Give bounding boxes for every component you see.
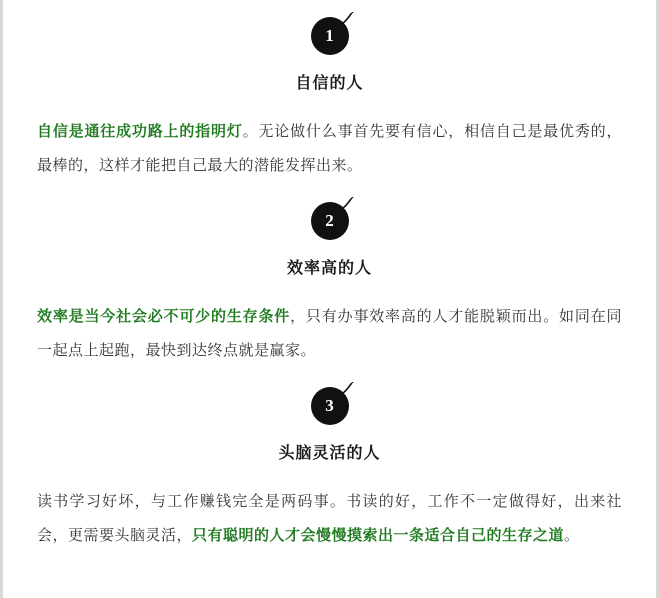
article-body [37,0,622,553]
fuse-icon [342,12,354,24]
section-heading: 效率高的人 [286,260,372,277]
section-highlight: 只有聪明的人才会慢慢摸索出一条适合自己的生存之道 [192,527,565,544]
section-highlight: 自信是通往成功路上的指明灯 [37,123,243,140]
badge-number: 1 [325,26,334,45]
badge-number: 3 [325,396,334,415]
section-paragraph [37,115,622,183]
section-heading: 自信的人 [295,75,364,92]
section-highlight: 效率是当今社会必不可少的生存条件 [37,308,291,325]
fuse-icon [342,197,354,209]
badge-wrap-1 [37,8,622,64]
section-lead-text: 读书学习好坏，与工作赚钱完全是两码事。书读的好，工作不一定做得好，出来社会，更需要头脑灵活， [37,493,622,544]
number-badge [311,17,349,55]
section-text: 。 [564,527,580,544]
section-2 [37,193,622,368]
section-1 [37,8,622,183]
number-badge [311,202,349,240]
section-paragraph [37,300,622,368]
section-paragraph [37,485,622,553]
number-badge [311,387,349,425]
section-3 [37,378,622,553]
section-heading: 头脑灵活的人 [278,445,381,462]
badge-wrap-3 [37,378,622,434]
section-text: ，只有办事效率高的人才能脱颖而出。如同在同一起点上起跑，最快到达终点就是赢家。 [37,308,622,359]
fuse-icon [342,382,354,394]
section-text: 。无论做什么事首先要有信心，相信自己是最优秀的，最棒的，这样才能把自己最大的潜能发挥出来。 [37,123,622,174]
badge-number: 2 [325,211,334,230]
badge-wrap-2 [37,193,622,249]
